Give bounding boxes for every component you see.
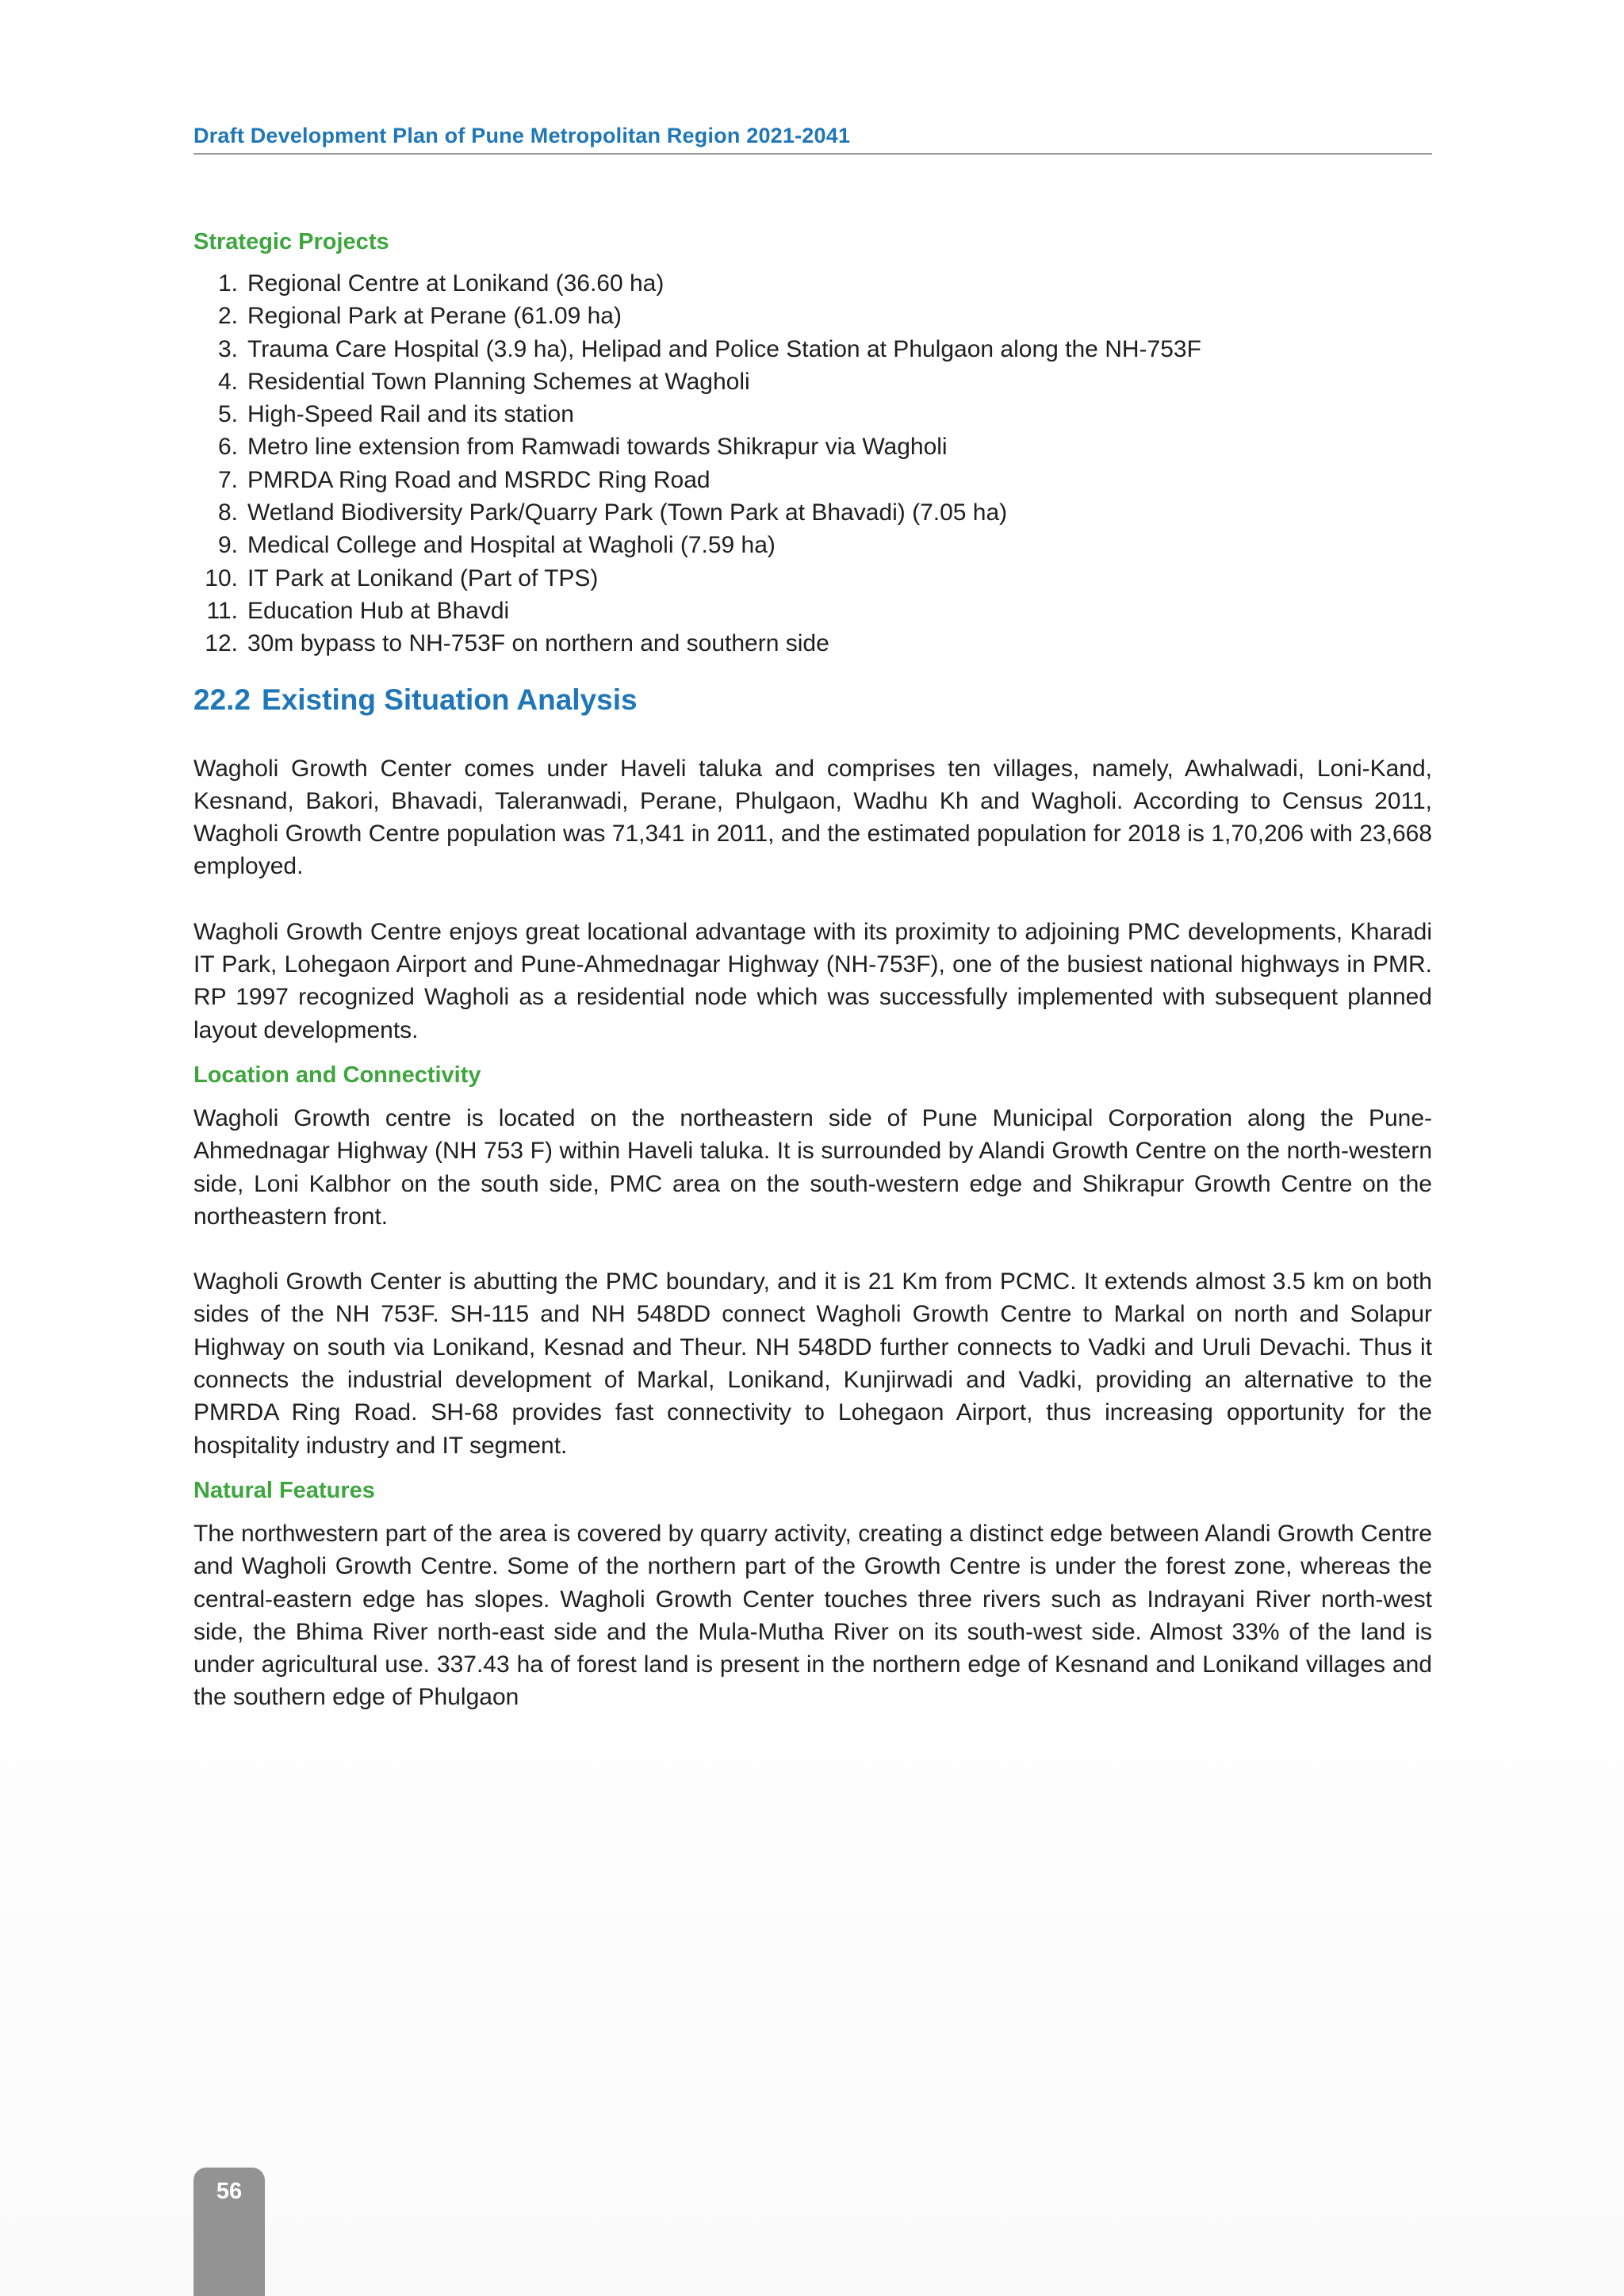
page-content	[193, 226, 1432, 1747]
list-item: 5. High-Speed Rail and its station	[217, 401, 574, 428]
paragraph: Wagholi Growth Center is abutting the PMC boundary, and it is 21 Km from PCMC. It extends almost 3.5 km on both sides of the NH 753F. SH-115 and NH 548DD connect Wagholi Growth Centre to Markal on north and Solapur Highway on south via Lonikand, Kesnad and Theur. NH 548DD further connects to Vadki and Uruli Devachi. Thus it connects the industrial development of Markal, Lonikand, Kunjirwadi and Vadki, providing an alternative to the PMRDA Ring Road. SH-68 provides fast connectivity to Lohegaon Airport, thus increasing opportunity for the hospitality industry and IT segment.	[193, 1269, 1432, 1459]
section-title: Existing Situation Analysis	[262, 683, 638, 716]
location-connectivity-heading: Location and Connectivity	[193, 1062, 481, 1088]
list-item: 4. Residential Town Planning Schemes at Wagholi	[217, 368, 750, 395]
list-item: 6. Metro line extension from Ramwadi towards Shikrapur via Wagholi	[217, 434, 948, 461]
page-number: 56	[193, 2168, 265, 2296]
section-heading	[193, 681, 1432, 719]
list-item: 9. Medical College and Hospital at Wagholi (7.59 ha)	[217, 532, 776, 559]
list-item: 7. PMRDA Ring Road and MSRDC Ring Road	[217, 466, 710, 493]
list-item: 10. IT Park at Lonikand (Part of TPS)	[205, 564, 599, 591]
list-item: 11. Education Hub at Bhavdi	[206, 597, 510, 624]
paragraph: Wagholi Growth Center comes under Haveli taluka and comprises ten villages, namely, Awhalwadi, Loni-Kand, Kesnand, Bakori, Bhavadi, Taleranwadi, Perane, Phulgaon, Wadhu Kh and Wagholi. According to Census 2011, Wagholi Growth Centre population was 71,341 in 2011, and the estimated population for 2018 is 1,70,206 with 23,668 employed.	[193, 755, 1432, 880]
list-item: 12. 30m bypass to NH-753F on northern and southern side	[205, 630, 829, 657]
list-item: 3. Trauma Care Hospital (3.9 ha), Helipad and Police Station at Phulgaon along the NH-753F	[217, 335, 1201, 362]
running-header	[193, 124, 1432, 155]
paragraph: Wagholi Growth centre is located on the northeastern side of Pune Municipal Corporation along the Pune-Ahmednagar Highway (NH 753 F) within Haveli taluka. It is surrounded by Alandi Growth Centre on the north-western side, Loni Kalbhor on the south side, PMC area on the south-western edge and Shikrapur Growth Centre on the northeastern front.	[193, 1104, 1432, 1230]
paragraph: Wagholi Growth Centre enjoys great locational advantage with its proximity to adjoining PMC developments, Kharadi IT Park, Lohegaon Airport and Pune-Ahmednagar Highway (NH-753F), one of the busiest national highways in PMR. RP 1997 recognized Wagholi as a residential node which was successfully implemented with subsequent planned layout developments.	[193, 918, 1432, 1043]
strategic-projects-list	[193, 267, 1432, 660]
list-item: 1. Regional Centre at Lonikand (36.60 ha)	[217, 270, 665, 297]
list-item: 2. Regional Park at Perane (61.09 ha)	[217, 303, 622, 330]
section-number: 22.2	[193, 683, 251, 716]
paragraph: The northwestern part of the area is covered by quarry activity, creating a distinct edge between Alandi Growth Centre and Wagholi Growth Centre. Some of the northern part of the Growth Centre is under the forest zone, whereas the central-eastern edge has slopes. Wagholi Growth Center touches three rivers such as Indrayani River north-west side, the Bhima River north-east side and the Mula-Mutha River on its south-west side. Almost 33% of the land is under agricultural use. 337.43 ha of forest land is present in the northern edge of Kesnand and Lonikand villages and the southern edge of Phulgaon	[193, 1520, 1432, 1711]
natural-features-heading: Natural Features	[193, 1477, 375, 1503]
strategic-projects-heading: Strategic Projects	[193, 229, 389, 254]
list-item: 8. Wetland Biodiversity Park/Quarry Park (Town Park at Bhavadi) (7.05 ha)	[217, 499, 1008, 526]
header-title: Draft Development Plan of Pune Metropolitan Region 2021-2041	[193, 124, 851, 147]
